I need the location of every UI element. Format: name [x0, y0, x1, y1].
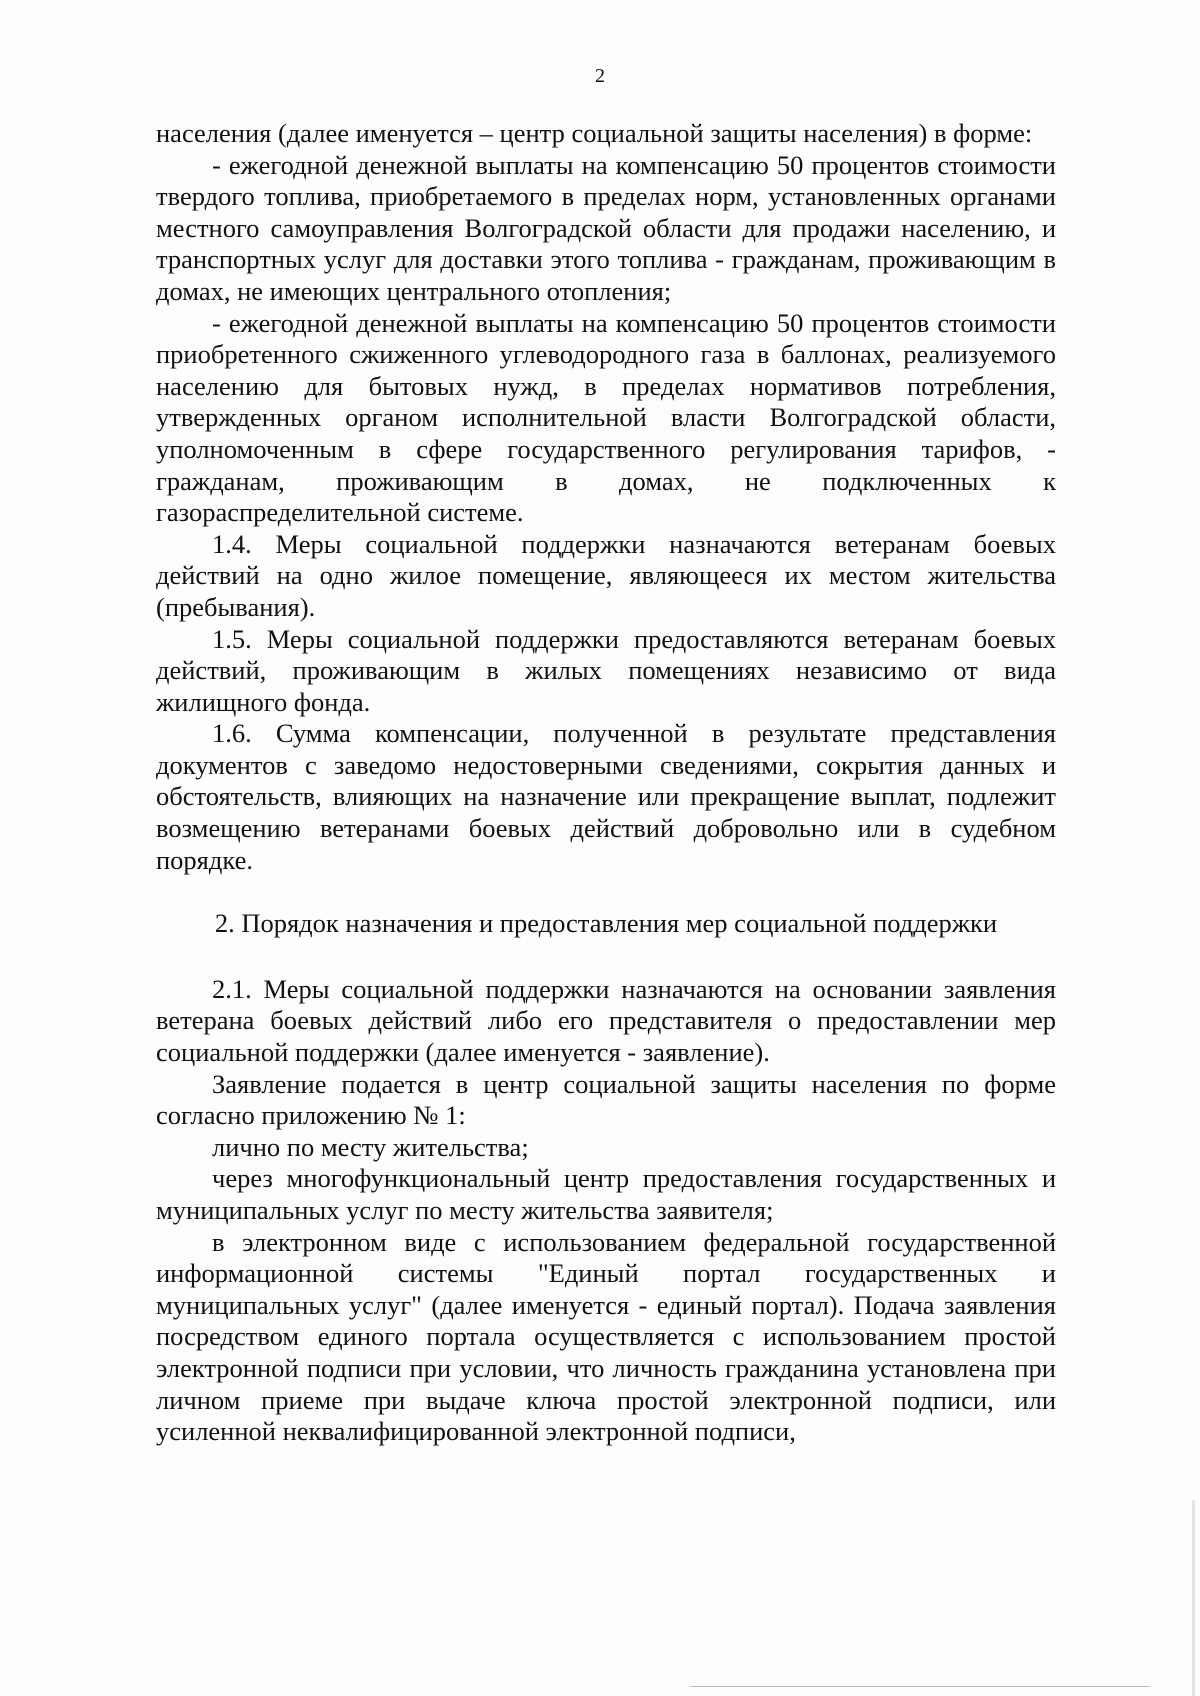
paragraph-application-submission: Заявление подается в центр социальной защиты населения по форме согласно приложению № 1:	[156, 1068, 1056, 1131]
page-number: 2	[595, 65, 605, 87]
document-body	[156, 118, 1056, 1448]
paragraph-solid-fuel-payment: - ежегодной денежной выплаты на компенсацию 50 процентов стоимости твердого топлива, приобретаемого в пределах норм, установленных органами местного самоуправления Волгоградской области для продажи населению, и транспортных услуг для доставки этого топлива - гражданам, проживающим в домах, не имеющих центрального отопления;	[156, 149, 1056, 306]
paragraph-in-person: лично по месту жительства;	[212, 1131, 529, 1162]
paragraph-continuation: населения (далее именуется – центр социальной защиты населения) в форме:	[156, 118, 1033, 148]
paragraph-electronic: в электронном виде с использованием федеральной государственной информационной системы "Единый портал государственных и муниципальных услуг" (далее именуется - единый портал). Подача заявления посредством единого портала осуществляется с использованием простой электронной подписи при условии, что личность гражданина установлена при личном приеме при выдаче ключа простой электронной подписи, или усиленной неквалифицированной электронной подписи,	[156, 1226, 1056, 1447]
paragraph-1-5: 1.5. Меры социальной поддержки предоставляются ветеранам боевых действий, проживающим в жилых помещениях независимо от вида жилищного фонда.	[156, 623, 1056, 717]
paragraph-1-6: 1.6. Сумма компенсации, полученной в результате представления документов с заведомо недостоверными сведениями, сокрытия данных и обстоятельств, влияющих на назначение или прекращение выплат, подлежит возмещению ветеранами боевых действий добровольно или в судебном порядке.	[156, 718, 1056, 875]
paragraph-2-1: 2.1. Меры социальной поддержки назначаются на основании заявления ветерана боевых действий либо его представителя о предоставлении мер социальной поддержки (далее именуется - заявление).	[156, 973, 1056, 1068]
paragraph-gas-payment: - ежегодной денежной выплаты на компенсацию 50 процентов стоимости приобретенного сжиженного углеводородного газа в баллонах, реализуемого населению для бытовых нужд, в пределах нормативов потребления, утвержденных органом исполнительной власти Волгоградской области, уполномоченным в сфере государственного регулирования тарифов, - гражданам, проживающим в домах, не подключенных к газораспределительной системе.	[156, 307, 1056, 528]
scan-artifact-line	[690, 1686, 1150, 1687]
scan-artifact-edge	[1192, 1500, 1195, 1696]
paragraph-1-4: 1.4. Меры социальной поддержки назначаются ветеранам боевых действий на одно жилое помещение, являющееся их местом жительства (пребывания).	[156, 528, 1056, 622]
section-heading: 2. Порядок назначения и предоставления мер социальной поддержки	[214, 908, 998, 939]
paragraph-mfc: через многофункциональный центр предоставления государственных и муниципальных услуг по месту жительства заявителя;	[156, 1163, 1056, 1225]
